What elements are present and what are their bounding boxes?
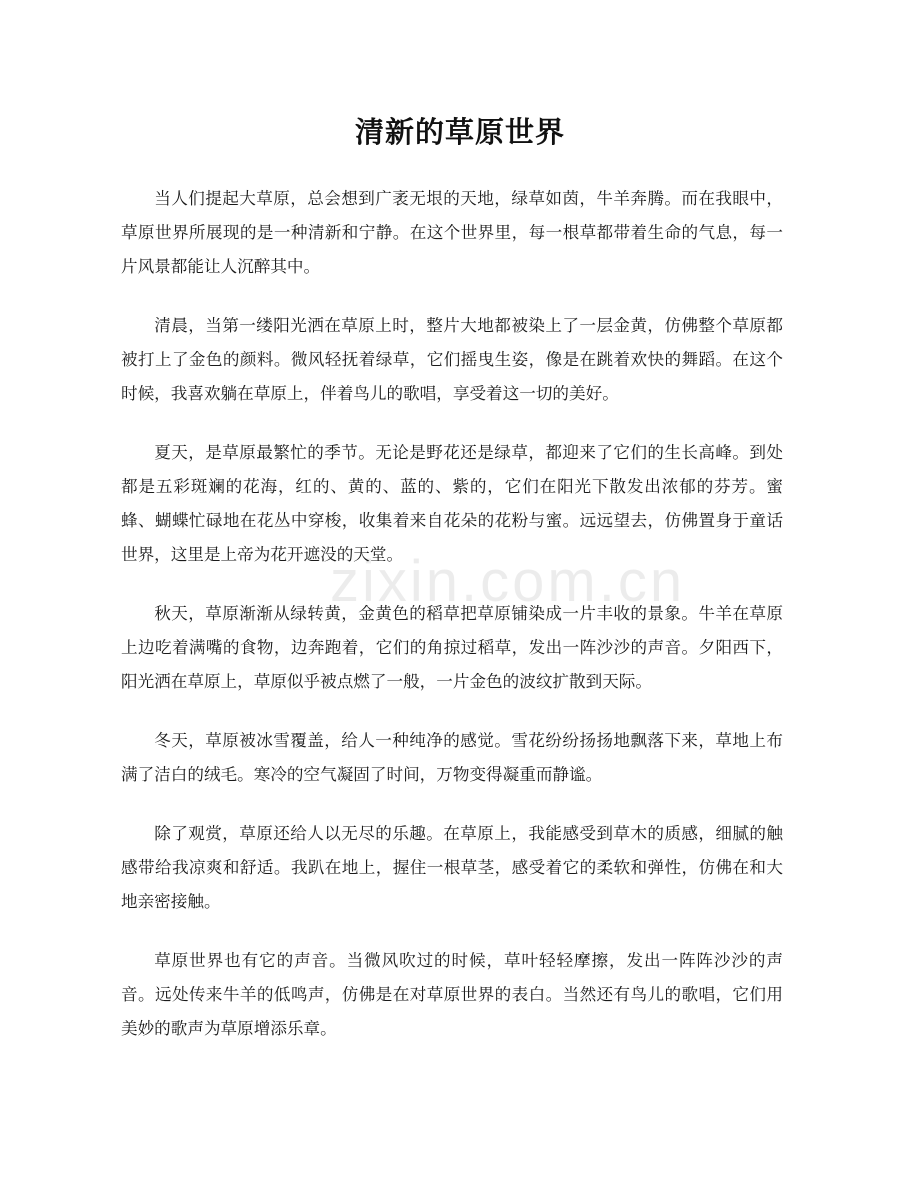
- paragraph-winter: 冬天，草原被冰雪覆盖，给人一种纯净的感觉。雪花纷纷扬扬地飘落下来，草地上布满了洁白的绒毛。寒冷的空气凝固了时间，万物变得凝重而静谧。: [121, 731, 783, 784]
- paragraph-touch: 除了观赏，草原还给人以无尽的乐趣。在草原上，我能感受到草木的质感，细腻的触感带给我凉爽和舒适。我趴在地上，握住一根草茎，感受着它的柔软和弹性，仿佛在和大地亲密接触。: [121, 824, 783, 911]
- paragraph-summer: 夏天，是草原最繁忙的季节。无论是野花还是绿草，都迎来了它们的生长高峰。到处都是五彩斑斓的花海，红的、黄的、蓝的、紫的，它们在阳光下散发出浓郁的芬芳。蜜蜂、蝴蝶忙碌地在花丛中穿梭，收集着来自花朵的花粉与蜜。远远望去，仿佛置身于童话世界，这里是上帝为花开遮没的天堂。: [121, 443, 783, 564]
- watermark: zixin.com.cn: [330, 549, 686, 614]
- paragraph-sound: 草原世界也有它的声音。当微风吹过的时候，草叶轻轻摩擦，发出一阵阵沙沙的声音。远处传来牛羊的低鸣声，仿佛是在对草原世界的表白。当然还有鸟儿的歌唱，它们用美妙的歌声为草原增添乐章。: [121, 951, 783, 1038]
- document-body: [121, 182, 783, 1071]
- paragraph-autumn: 秋天，草原渐渐从绿转黄，金黄色的稻草把草原铺染成一片丰收的景象。牛羊在草原上边吃着满嘴的食物，边奔跑着，它们的角掠过稻草，发出一阵沙沙的声音。夕阳西下，阳光洒在草原上，草原似乎被点燃了一般，一片金色的波纹扩散到天际。: [121, 604, 783, 691]
- document-title: 清新的草原世界: [354, 115, 565, 149]
- paragraph-intro: 当人们提起大草原，总会想到广袤无垠的天地，绿草如茵，牛羊奔腾。而在我眼中，草原世界所展现的是一种清新和宁静。在这个世界里，每一根草都带着生命的气息，每一片风景都能让人沉醉其中。: [121, 189, 783, 276]
- paragraph-morning: 清晨，当第一缕阳光洒在草原上时，整片大地都被染上了一层金黄，仿佛整个草原都被打上了金色的颜料。微风轻抚着绿草，它们摇曳生姿，像是在跳着欢快的舞蹈。在这个时候，我喜欢躺在草原上，伴着鸟儿的歌唱，享受着这一切的美好。: [121, 316, 783, 403]
